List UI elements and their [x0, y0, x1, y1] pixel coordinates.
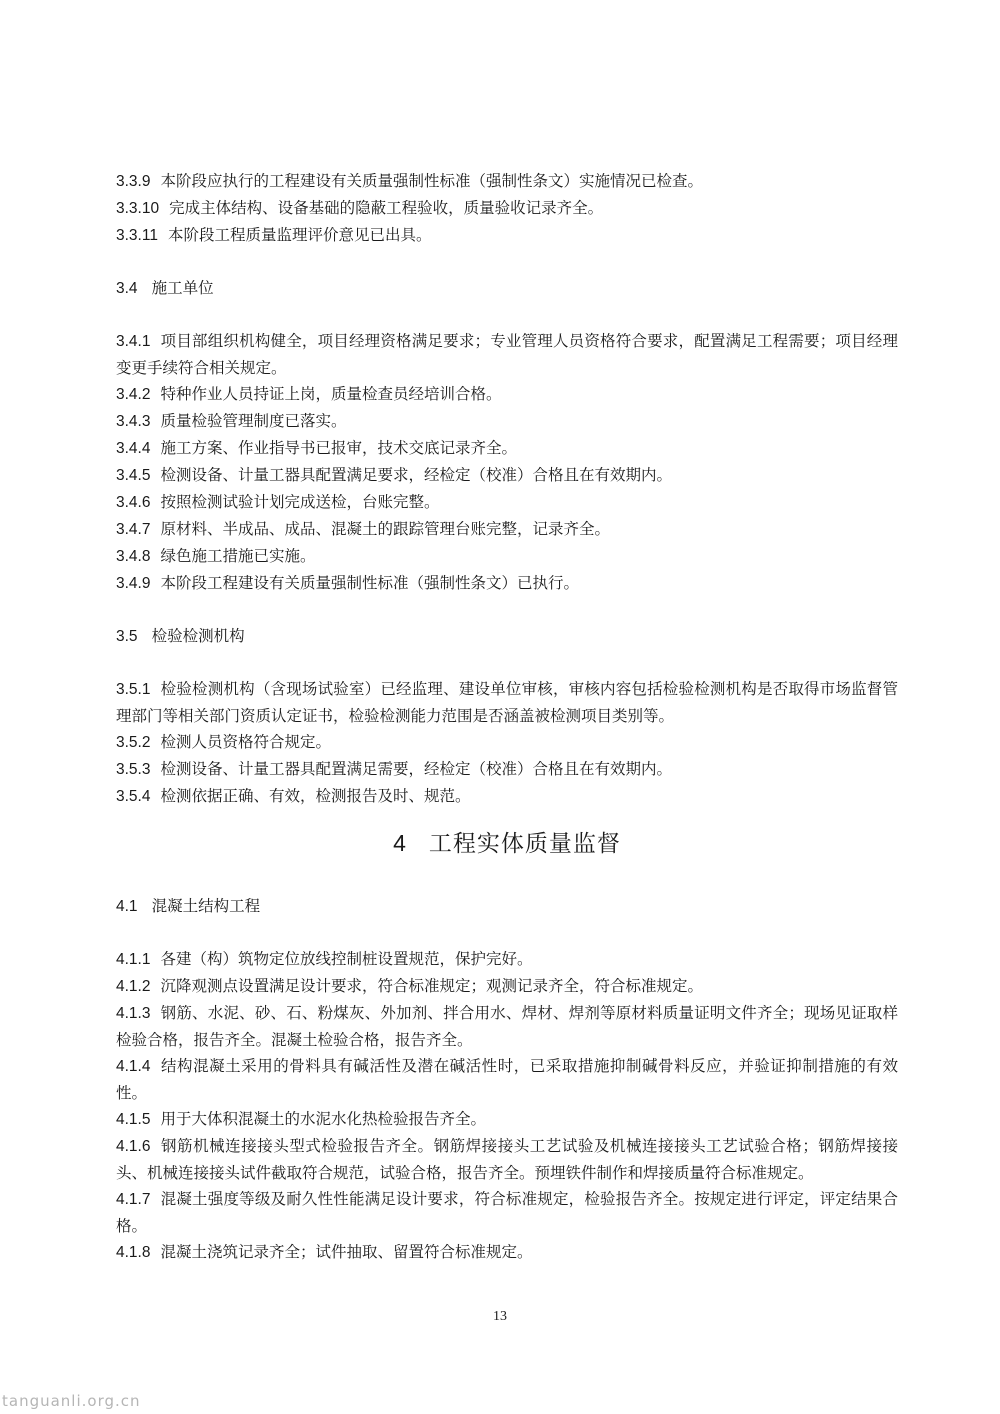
- clause-number: 3.4.7: [116, 521, 151, 538]
- clause-3-4-4: [116, 435, 898, 462]
- clause-3-4-3: [116, 408, 898, 435]
- clause-text: 检测依据正确、有效，检测报告及时、规范。: [160, 787, 471, 805]
- clause-text: 本阶段工程质量监理评价意见已出具。: [167, 226, 432, 244]
- clause-4-1-3: [116, 1000, 898, 1053]
- clause-text: 沉降观测点设置满足设计要求，符合标准规定；观测记录齐全，符合标准规定。: [160, 977, 703, 995]
- clause-number: 4.1.8: [116, 1244, 151, 1261]
- clause-3-4-5: [116, 462, 898, 489]
- clause-4-1-2: [116, 973, 898, 1000]
- page-content: [116, 168, 898, 1266]
- clause-text: 施工方案、作业指导书已报审，技术交底记录齐全。: [160, 439, 517, 457]
- clause-number: 4.1.5: [116, 1111, 151, 1128]
- section-number: 4.1: [116, 898, 138, 915]
- section-heading-4-1: [116, 893, 898, 920]
- clause-text: 原材料、半成品、成品、混凝土的跟踪管理台账完整，记录齐全。: [160, 520, 610, 538]
- clause-text: 混凝土浇筑记录齐全；试件抽取、留置符合标准规定。: [160, 1243, 533, 1261]
- clause-text: 本阶段应执行的工程建设有关质量强制性标准（强制性条文）实施情况已检查。: [160, 172, 703, 190]
- section-heading-3-4: [116, 275, 898, 302]
- clause-number: 3.4.4: [116, 440, 151, 457]
- clause-number: 3.3.10: [116, 200, 160, 217]
- clause-3-3-10: [116, 195, 898, 222]
- clause-number: 4.1.7: [116, 1191, 151, 1208]
- watermark-text: tanguanli.org.cn: [2, 1392, 141, 1410]
- clause-text: 特种作业人员持证上岗，质量检查员经培训合格。: [160, 385, 502, 403]
- page-number: 13: [493, 1309, 507, 1324]
- clause-number: 3.5.1: [116, 681, 151, 698]
- clause-3-4-9: [116, 570, 898, 597]
- clause-number: 4.1.3: [116, 1005, 151, 1022]
- clause-text: 各建（构）筑物定位放线控制桩设置规范，保护完好。: [160, 950, 533, 968]
- section-number: 3.4: [116, 280, 138, 297]
- clause-3-5-3: [116, 756, 898, 783]
- chapter-title: 工程实体质量监督: [428, 831, 621, 857]
- clause-number: 3.5.4: [116, 788, 151, 805]
- clause-number: 4.1.1: [116, 951, 151, 968]
- clause-text: 质量检验管理制度已落实。: [160, 412, 347, 430]
- clause-number: 3.4.3: [116, 413, 151, 430]
- clause-text: 钢筋、水泥、砂、石、粉煤灰、外加剂、拌合用水、焊材、焊剂等原材料质量证明文件齐全；现场见证取样检验合格，报告齐全。混凝土检验合格，报告齐全。: [116, 1004, 898, 1049]
- clause-number: 3.4.1: [116, 333, 151, 350]
- clause-3-3-9: [116, 168, 898, 195]
- clause-number: 4.1.6: [116, 1138, 151, 1155]
- section-heading-3-5: [116, 623, 898, 650]
- section-number: 3.5: [116, 628, 138, 645]
- clause-text: 检验检测机构（含现场试验室）已经监理、建设单位审核，审核内容包括检验检测机构是否取得市场监督管理部门等相关部门资质认定证书，检验检测能力范围是否涵盖被检测项目类别等。: [116, 680, 898, 725]
- clause-text: 完成主体结构、设备基础的隐蔽工程验收，质量验收记录齐全。: [169, 199, 604, 217]
- clause-3-4-2: [116, 381, 898, 408]
- chapter-heading-4: [116, 826, 898, 861]
- clause-number: 4.1.4: [116, 1058, 151, 1075]
- clause-text: 绿色施工措施已实施。: [160, 547, 316, 565]
- clause-text: 检测人员资格符合规定。: [160, 733, 331, 751]
- clause-text: 项目部组织机构健全，项目经理资格满足要求；专业管理人员资格符合要求，配置满足工程需要；项目经理变更手续符合相关规定。: [116, 332, 898, 377]
- clause-text: 混凝土强度等级及耐久性性能满足设计要求，符合标准规定，检验报告齐全。按规定进行评定，评定结果合格。: [116, 1190, 898, 1235]
- clause-4-1-1: [116, 946, 898, 973]
- chapter-number: 4: [393, 830, 407, 856]
- clause-4-1-5: [116, 1106, 898, 1133]
- clause-4-1-4: [116, 1053, 898, 1106]
- clause-4-1-7: [116, 1186, 898, 1239]
- clause-number: 3.5.2: [116, 734, 151, 751]
- clause-number: 3.4.8: [116, 548, 151, 565]
- clause-3-3-11: [116, 222, 898, 249]
- clause-3-5-2: [116, 729, 898, 756]
- clause-4-1-6: [116, 1133, 898, 1186]
- clause-3-5-4: [116, 783, 898, 810]
- section-title: 检验检测机构: [151, 627, 245, 645]
- clause-number: 3.3.11: [116, 227, 158, 244]
- clause-3-4-8: [116, 543, 898, 570]
- clause-text: 按照检测试验计划完成送检，台账完整。: [160, 493, 440, 511]
- clause-3-5-1: [116, 676, 898, 729]
- clause-number: 3.4.6: [116, 494, 151, 511]
- clause-number: 3.4.2: [116, 386, 151, 403]
- clause-3-4-1: [116, 328, 898, 381]
- clause-3-4-7: [116, 516, 898, 543]
- clause-number: 4.1.2: [116, 978, 151, 995]
- clause-text: 检测设备、计量工器具配置满足要求，经检定（校准）合格且在有效期内。: [160, 466, 672, 484]
- clause-number: 3.4.5: [116, 467, 151, 484]
- clause-4-1-8: [116, 1239, 898, 1266]
- clause-text: 检测设备、计量工器具配置满足需要，经检定（校准）合格且在有效期内。: [160, 760, 672, 778]
- clause-number: 3.3.9: [116, 173, 151, 190]
- clause-text: 结构混凝土采用的骨料具有碱活性及潜在碱活性时，已采取措施抑制碱骨料反应，并验证抑制措施的有效性。: [116, 1057, 898, 1102]
- clause-text: 本阶段工程建设有关质量强制性标准（强制性条文）已执行。: [160, 574, 579, 592]
- section-title: 施工单位: [151, 279, 214, 297]
- clause-text: 用于大体积混凝土的水泥水化热检验报告齐全。: [160, 1110, 486, 1128]
- clause-number: 3.4.9: [116, 575, 151, 592]
- clause-text: 钢筋机械连接接头型式检验报告齐全。钢筋焊接接头工艺试验及机械连接接头工艺试验合格；钢筋焊接接头、机械连接接头试件截取符合规范，试验合格，报告齐全。预埋铁件制作和焊接质量符合标准规定。: [116, 1137, 898, 1182]
- section-title: 混凝土结构工程: [151, 897, 261, 915]
- clause-3-4-6: [116, 489, 898, 516]
- clause-number: 3.5.3: [116, 761, 151, 778]
